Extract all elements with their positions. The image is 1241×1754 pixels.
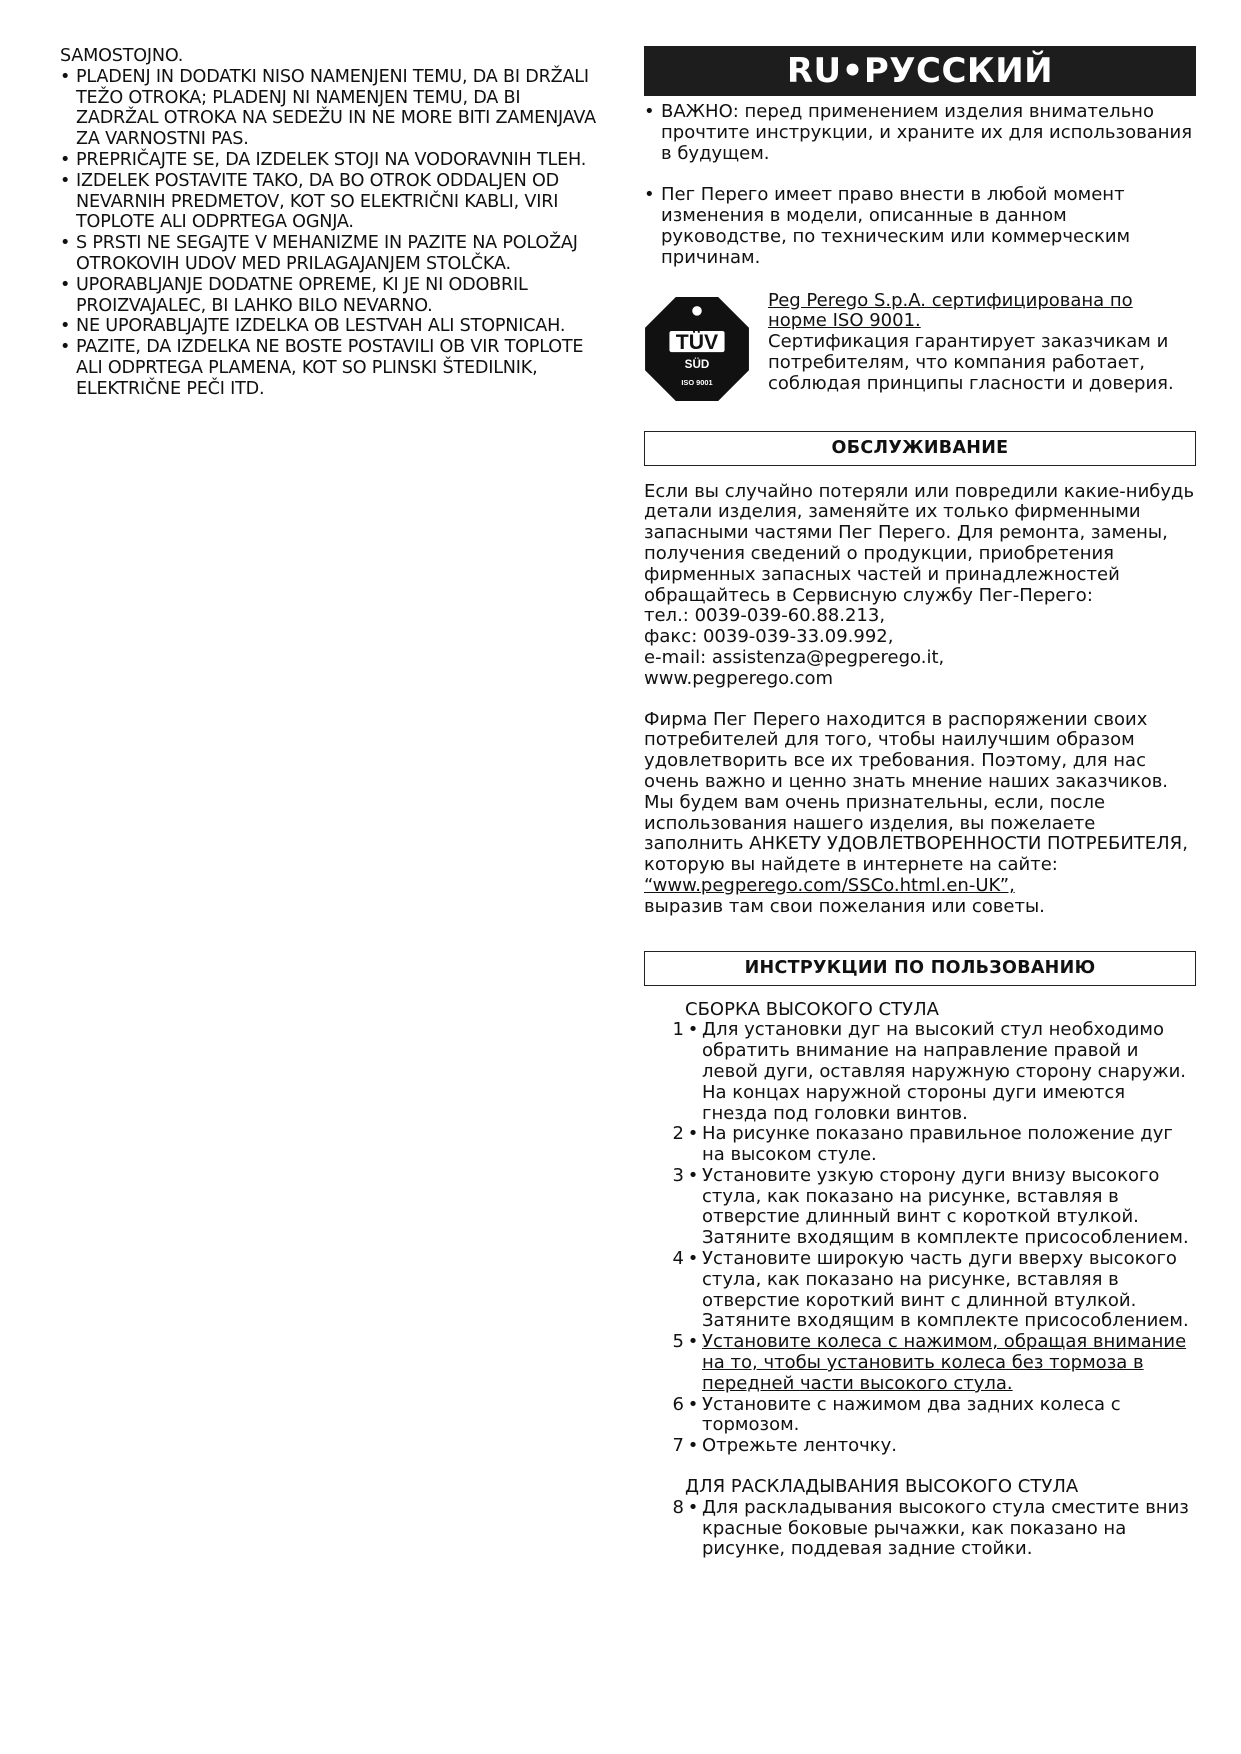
instruction-step: 6 • Установите с нажимом два задних колеса с тормозом. <box>672 1393 1121 1436</box>
instruction-step: 7 • Отрежьте ленточку. <box>672 1435 897 1457</box>
certification-body: Сертификация гарантирует заказчикам и потребителям, что компания работает, соблюдая принципы гласности и доверия. <box>768 331 1174 394</box>
assembly-title: СБОРКА ВЫСОКОГО СТУЛА <box>685 998 939 1020</box>
survey-paragraph: Фирма Пег Перего находится в распоряжении своих потребителей для того, чтобы наилучшим образом удовлетворить все их требования. Поэтому, для нас очень важно и ценно знать мнение наших заказчиков. Мы будем вам очень признательны, если, после использования нашего изделия, вы пожелаете заполнить АНКЕТУ УДОВЛЕТВОРЕННОСТИ ПОТРЕБИТЕЛЯ, которую вы найдете в интернете на сайте: <box>644 708 1188 876</box>
warning-item: • IZDELEK POSTAVITE TAKO, DA BO OTROK ODDALJEN OD NEVARNIH PREDMETOV, KOT SO ELEKTRIČNI KABLI, VIRI TOPLOTE ALI ODPRTEGA OGNJA. <box>60 171 602 233</box>
service-phone: тел.: 0039-039-60.88.213, <box>644 605 886 627</box>
unfold-title: ДЛЯ РАСКЛАДЫВАНИЯ ВЫСОКОГО СТУЛА <box>685 1476 1079 1498</box>
instruction-step: 5 • Установите колеса с нажимом, обращая внимание на то, чтобы установить колеса без тормоза в передней части высокого стула. <box>672 1331 1187 1394</box>
instruction-step: 3 • Установите узкую сторону дуги внизу высокого стула, как показано на рисунке, вставляя в отверстие длинный винт с короткой втулкой. Затяните входящим в комплекте присособлением. <box>672 1164 1189 1249</box>
warning-item: • UPORABLJANJE DODATNE OPREME, KI JE NI ODOBRIL PROIZVAJALEC, BI LAHKO BILO NEVARNO. <box>60 275 602 317</box>
logo-main-text: TÜV <box>675 330 719 354</box>
warning-item: • PREPRIČAJTE SE, DA IZDELEK STOJI NA VODORAVNIH TLEH. <box>60 150 602 171</box>
warning-item: • S PRSTI NE SEGAJTE V MEHANIZME IN PAZITE NA POLOŽAJ OTROKOVIH UDOV MED PRILAGAJANJEM STOLČKA. <box>60 233 602 275</box>
certification-text <box>768 291 1196 402</box>
intro-bullet: • Пег Перего имеет право внести в любой момент изменения в модели, описанные в данном руководстве, по техническим или коммерческим причинам. <box>644 185 1196 268</box>
service-fax: факс: 0039-039-33.09.992, <box>644 626 894 648</box>
service-paragraph: Если вы случайно потеряли или повредили какие-нибудь детали изделия, заменяйте их только фирменными запасными частями Пег Перего. Для ремонта, замены, получения сведений о продукции, приобретения фирменных запасных частей и принадлежностей обращайтесь в Сервисную службу Пег-Перего: <box>644 480 1195 606</box>
instruction-step: 1 • Для установки дуг на высокий стул необходимо обратить внимание на направление правой и левой дуги, оставляя наружную сторону снаружи. На концах наружной стороны дуги имеются гнезда под головки винтов. <box>672 1019 1187 1124</box>
instructions-heading: ИНСТРУКЦИИ ПО ПОЛЬЗОВАНИЮ <box>644 951 1196 986</box>
service-website: www.pegperego.com <box>644 667 834 689</box>
left-column <box>60 46 602 400</box>
logo-iso-text: ISO 9001 <box>681 377 713 387</box>
service-email: e-mail: assistenza@pegperego.it, <box>644 646 945 668</box>
right-column <box>644 46 1196 1560</box>
language-header: RU•РУССКИЙ <box>644 46 1196 96</box>
warning-item: • PLADENJ IN DODATKI NISO NAMENJENI TEMU, DA BI DRŽALI TEŽO OTROKA; PLADENJ NI NAMENJEN TEMU, DA BI ZADRŽAL OTROKA NA SEDEŽU IN NE MORE BITI ZAMENJAVA ZA VARNOSTNI PAS. <box>60 67 602 150</box>
warning-item: • NE UPORABLJAJTE IZDELKA OB LESTVAH ALI STOPNICAH. <box>60 316 602 337</box>
certification-block <box>644 291 1196 402</box>
intro-bullet: • ВАЖНО: перед применением изделия внимательно прочтите инструкции, и храните их для использования в будущем. <box>644 102 1196 164</box>
logo-sub-text: SÜD <box>684 357 710 371</box>
warning-item: • PAZITE, DA IZDELKA NE BOSTE POSTAVILI OB VIR TOPLOTE ALI ODPRTEGA PLAMENA, KOT SO PLINSKI ŠTEDILNIK, ELEKTRIČNE PEČI ITD. <box>60 337 602 399</box>
tuv-certification-logo <box>644 296 750 402</box>
instruction-step: 2 • На рисунке показано правильное положение дуг на высоком стуле. <box>672 1123 1173 1166</box>
survey-link[interactable]: “www.pegperego.com/SSCo.html.en-UK”, <box>644 874 1015 896</box>
survey-closing: выразив там свои пожелания или советы. <box>644 895 1045 917</box>
instruction-step: 8 • Для раскладывания высокого стула сместите вниз красные боковые рычажки, как показано на рисунке, поддевая задние стойки. <box>672 1496 1189 1560</box>
service-heading: ОБСЛУЖИВАНИЕ <box>644 431 1196 466</box>
instruction-step: 4 • Установите широкую часть дуги вверху высокого стула, как показано на рисунке, вставляя в отверстие короткий винт с длинной втулкой. Затяните входящим в комплекте присособлением. <box>672 1248 1189 1332</box>
continuation-line: SAMOSTOJNO. <box>60 46 184 66</box>
certification-title: Peg Perego S.p.A. сертифицирована по норме ISO 9001. <box>768 289 1133 332</box>
